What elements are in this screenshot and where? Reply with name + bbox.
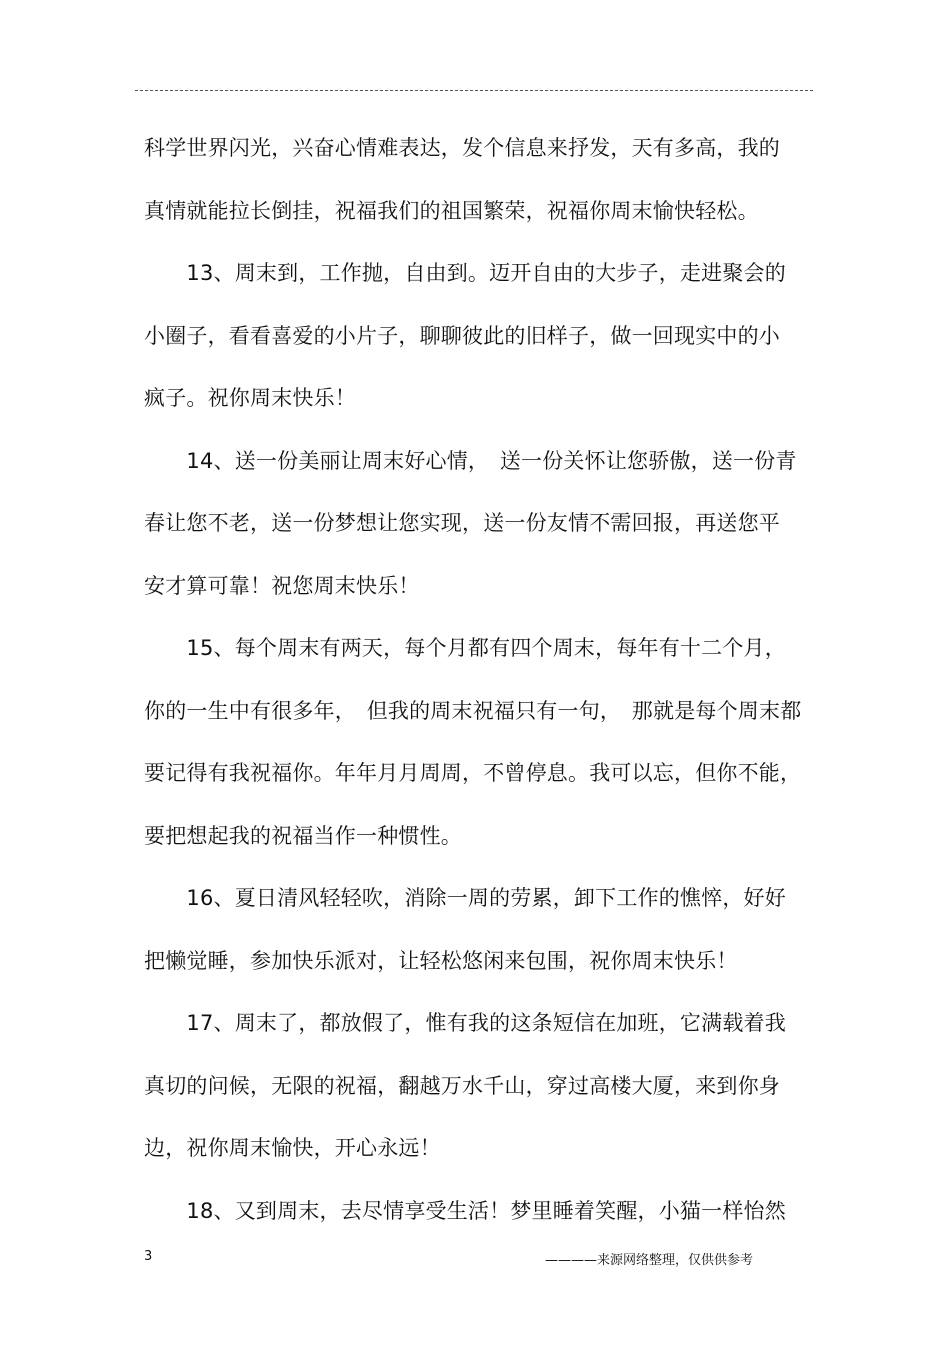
text-line: 16、夏日清风轻轻吹，消除一周的劳累，卸下工作的憔悴，好好 bbox=[144, 886, 786, 910]
text-line: 14、送一份美丽让周末好心情， 送一份关怀让您骄傲，送一份青 bbox=[144, 449, 797, 473]
text-line: 18、又到周末，去尽情享受生活！梦里睡着笑醒，小猫一样怡然 bbox=[144, 1199, 786, 1223]
text-line: 你的一生中有很多年， 但我的周末祝福只有一句， 那就是每个周末都 bbox=[144, 699, 802, 723]
header-rule bbox=[135, 90, 813, 91]
text-line: 边，祝你周末愉快，开心永远！ bbox=[144, 1136, 441, 1160]
text-line: 要把想起我的祝福当作一种惯性。 bbox=[144, 824, 462, 848]
text-line: 安才算可靠！祝您周末快乐！ bbox=[144, 574, 420, 598]
text-line: 15、每个周末有两天，每个月都有四个周末，每年有十二个月， bbox=[144, 636, 786, 660]
text-line: 要记得有我祝福你。年年月月周周，不曾停息。我可以忘，但你不能， bbox=[144, 761, 802, 785]
text-line: 小圈子，看看喜爱的小片子，聊聊彼此的旧样子，做一回现实中的小 bbox=[144, 324, 780, 348]
text-line: 春让您不老，送一份梦想让您实现，送一份友情不需回报，再送您平 bbox=[144, 511, 780, 535]
text-line: 真情就能拉长倒挂，祝福我们的祖国繁荣，祝福你周末愉快轻松。 bbox=[144, 199, 759, 223]
text-line: 真切的问候，无限的祝福，翻越万水千山，穿过高楼大厦，来到你身 bbox=[144, 1074, 780, 1098]
text-line: 13、周末到，工作抛，自由到。迈开自由的大步子，走进聚会的 bbox=[144, 261, 786, 285]
footer-note: ————来源网络整理，仅供供参考 bbox=[545, 1253, 754, 1268]
text-line: 17、周末了，都放假了，惟有我的这条短信在加班，它满载着我 bbox=[144, 1011, 786, 1035]
page-number: 3 bbox=[144, 1249, 153, 1264]
text-line: 疯子。祝你周末快乐！ bbox=[144, 386, 356, 410]
text-line: 科学世界闪光，兴奋心情难表达，发个信息来抒发，天有多高，我的 bbox=[144, 136, 780, 160]
text-line: 把懒觉睡，参加快乐派对，让轻松悠闲来包围，祝你周末快乐！ bbox=[144, 949, 738, 973]
